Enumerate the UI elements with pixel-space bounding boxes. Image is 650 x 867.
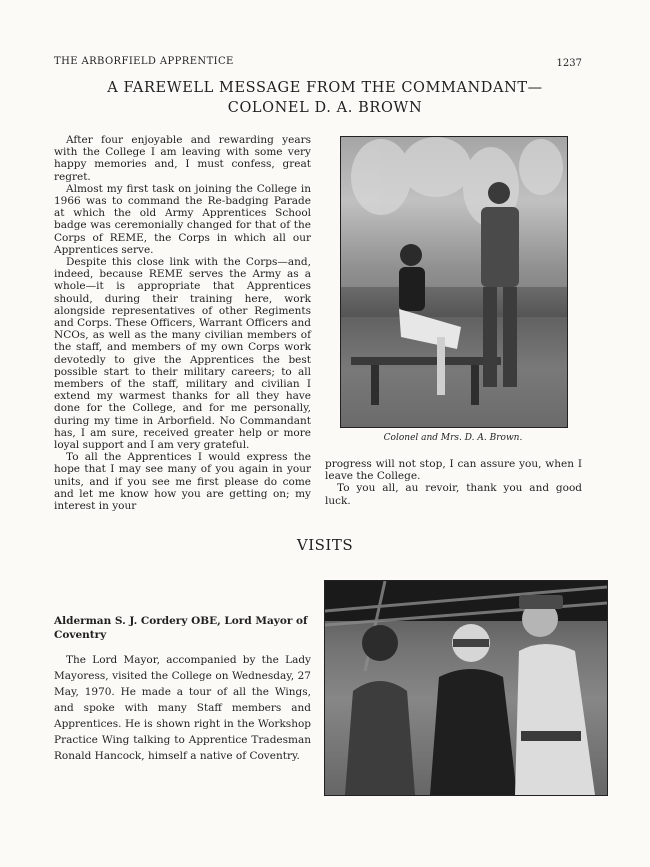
visit-subheading: Alderman S. J. Cordery OBE, Lord Mayor of Coventry xyxy=(54,615,308,641)
paragraph: progress will not stop, I can assure you, when I leave the College. xyxy=(325,458,582,483)
lord-mayor-visit-photo xyxy=(324,580,608,796)
photo-illustration xyxy=(325,581,607,795)
photo-caption: Colonel and Mrs. D. A. Brown. xyxy=(383,433,523,443)
paragraph: Despite this close link with the Corps—and, indeed, because REME serves the Army as a whole—it is appropriate that Apprentices should, during their training here, work alongside representatives of other Regiments and Corps. These Officers, Warrant Officers and NCOs, as well as the many civilian members of the staff, and members of my own Corps work devotedly to give the Apprentices the best possible start to their military careers; to all members of the staff, military and civilian I extend my warmest thanks for all they have done for the College, and for me personally, during my time in Arborfield. No Commandant has, I am sure, received greater help or more loyal support and I am very grateful. xyxy=(54,256,311,452)
article-column-left xyxy=(54,134,311,512)
paragraph: To you all, au revoir, thank you and good luck. xyxy=(325,482,582,507)
photo-illustration xyxy=(341,137,567,427)
page-number: 1237 xyxy=(556,58,582,69)
visits-heading: VISITS xyxy=(296,536,354,554)
article-column-right xyxy=(325,458,582,507)
commandant-photo xyxy=(340,136,568,428)
paragraph: Almost my first task on joining the College in 1966 was to command the Re-badging Parade at which the old Army Apprentices School badge was ceremonially changed for that of the Corps of REME, the Corps in which all our Apprentices serve. xyxy=(54,182,311,256)
visit-paragraph-column xyxy=(54,652,311,764)
paragraph: After four enjoyable and rewarding years with the College I am leaving with some very happy memories and, I must confess, great regret. xyxy=(54,134,311,183)
article-title-line1: A FAREWELL MESSAGE FROM THE COMMANDANT— xyxy=(107,80,543,96)
paragraph: The Lord Mayor, accompanied by the Lady Mayoress, visited the College on Wednesday, 27 May, 1970. He made a tour of all the Wings, and spoke with many Staff members and Apprentices. He is shown right in the Workshop Practice Wing talking to Apprentice Tradesman Ronald Hancock, himself a native of Coventry. xyxy=(54,654,311,762)
article-title-line2: COLONEL D. A. BROWN xyxy=(227,100,423,116)
paragraph: To all the Apprentices I would express the hope that I may see many of you again in your units, and if you see me first please do come and let me know how you are getting on; my interest in your xyxy=(54,451,311,513)
running-title: THE ARBORFIELD APPRENTICE xyxy=(54,56,234,67)
